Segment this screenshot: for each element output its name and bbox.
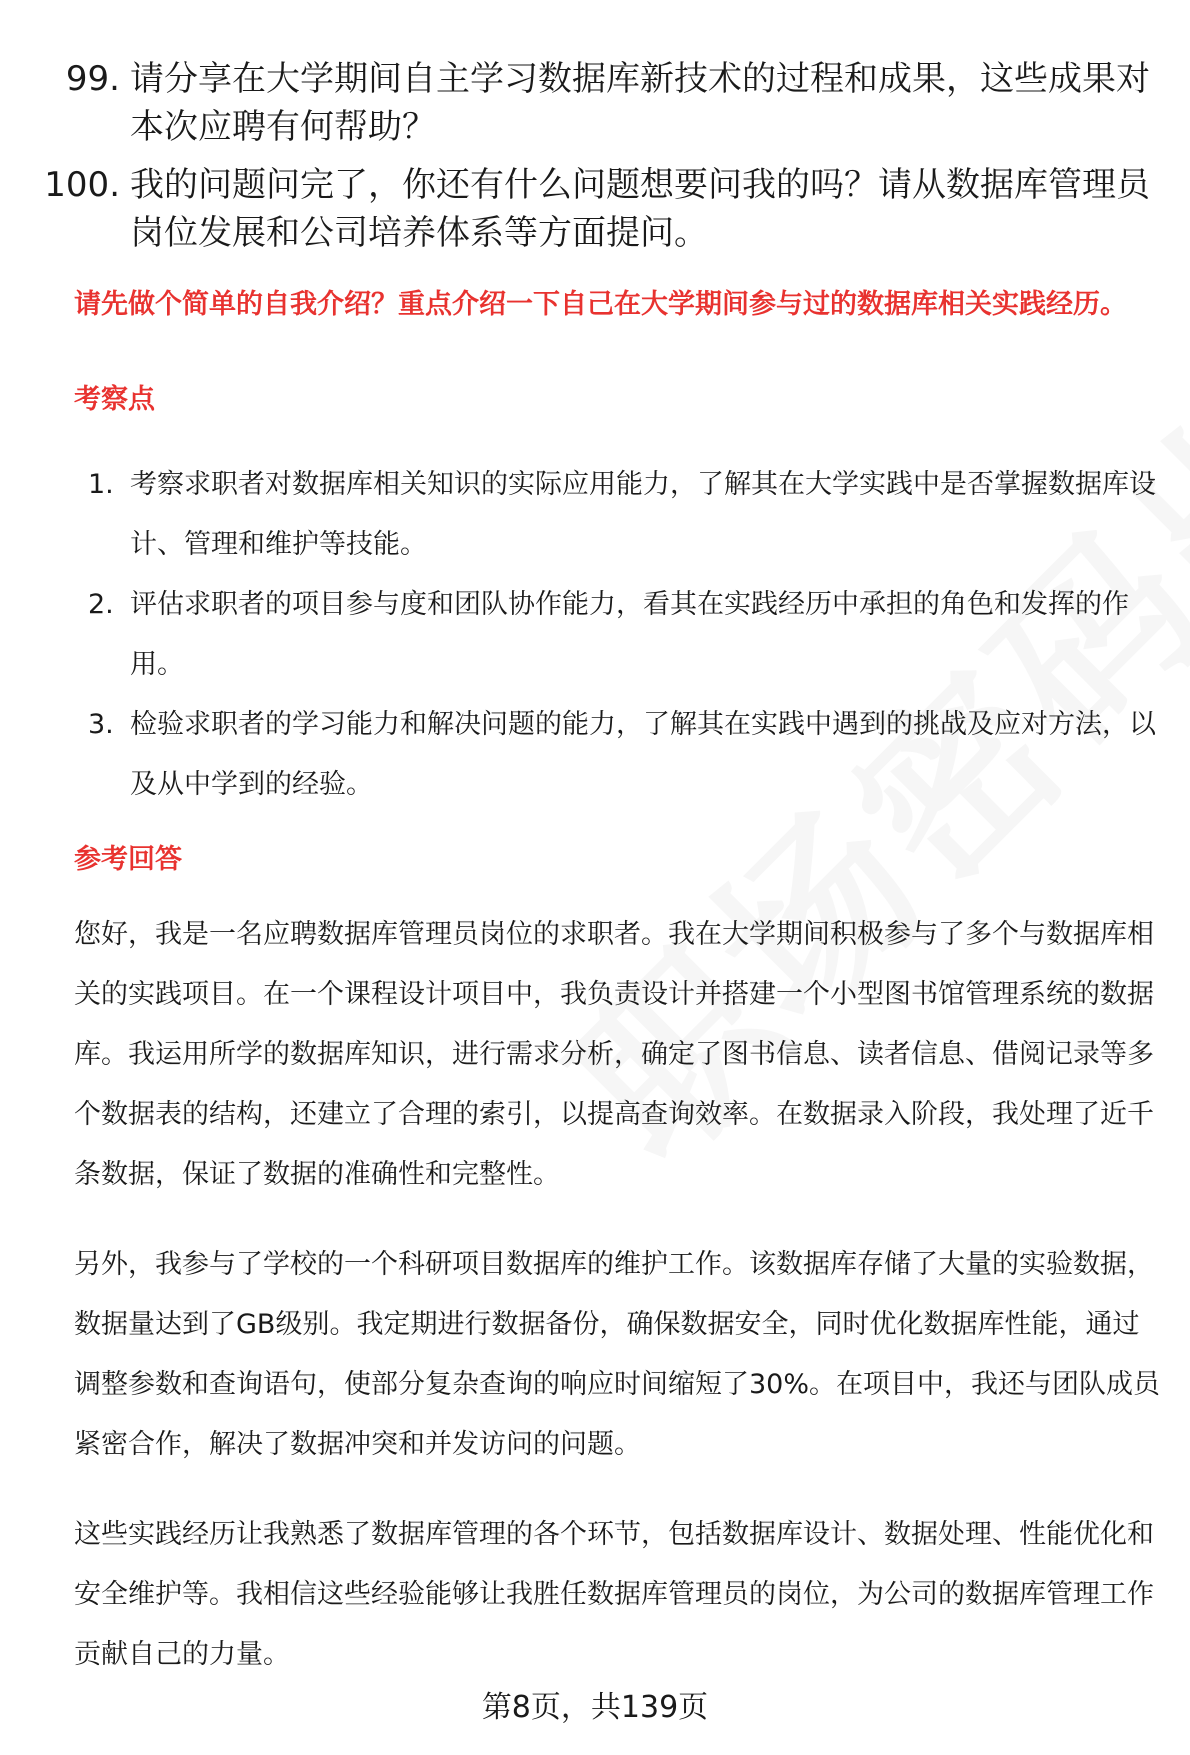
answer-paragraph-1: 您好，我是一名应聘数据库管理员岗位的求职者。我在大学期间积极参与了多个与数据库相关的实践项目。在一个课程设计项目中，我负责设计并搭建一个小型图书馆管理系统的数据库。我运用所学的数据库知识，进行需求分析，确定了图书信息、读者信息、借阅记录等多个数据表的结构，还建立了合理的索引，以提高查询效率。在数据录入阶段，我处理了近千条数据，保证了数据的准确性和完整性。 bbox=[74, 919, 1154, 1190]
question-100 bbox=[44, 161, 1160, 257]
answer-paragraph-2: 另外，我参与了学校的一个科研项目数据库的维护工作。该数据库存储了大量的实验数据，数据量达到了GB级别。我定期进行数据备份，确保数据安全，同时优化数据库性能，通过调整参数和查询语句，使部分复杂查询的响应时间缩短了30%。在项目中，我还与团队成员紧密合作，解决了数据冲突和并发访问的问题。 bbox=[74, 1249, 1161, 1460]
question-text: 请分享在大学期间自主学习数据库新技术的过程和成果，这些成果对本次应聘有何帮助？ bbox=[130, 59, 1150, 147]
question-99 bbox=[65, 55, 1160, 151]
kaocha-list bbox=[74, 455, 1164, 815]
main-question-heading: 请先做个简单的自我介绍？重点介绍一下自己在大学期间参与过的数据库相关实践经历。 bbox=[74, 289, 1127, 320]
list-index: 1. bbox=[88, 469, 114, 500]
list-item bbox=[74, 575, 1164, 695]
list-item bbox=[74, 455, 1164, 575]
page-footer: 第8页，共139页 bbox=[481, 1690, 709, 1725]
section-answer-heading: 参考回答 bbox=[74, 844, 182, 875]
list-index: 2. bbox=[88, 589, 114, 620]
list-item bbox=[74, 695, 1164, 815]
list-text: 评估求职者的项目参与度和团队协作能力，看其在实践经历中承担的角色和发挥的作用。 bbox=[130, 589, 1129, 680]
list-index: 3. bbox=[88, 709, 114, 740]
question-number: 99. bbox=[65, 59, 120, 99]
question-text: 我的问题问完了，你还有什么问题想要问我的吗？请从数据库管理员岗位发展和公司培养体系等方面提问。 bbox=[130, 165, 1150, 253]
list-text: 考察求职者对数据库相关知识的实际应用能力，了解其在大学实践中是否掌握数据库设计、管理和维护等技能。 bbox=[130, 469, 1156, 560]
list-text: 检验求职者的学习能力和解决问题的能力，了解其在实践中遇到的挑战及应对方法，以及从中学到的经验。 bbox=[130, 709, 1156, 800]
answer-paragraph-3: 这些实践经历让我熟悉了数据库管理的各个环节，包括数据库设计、数据处理、性能优化和安全维护等。我相信这些经验能够让我胜任数据库管理员的岗位，为公司的数据库管理工作贡献自己的力量。 bbox=[74, 1519, 1154, 1670]
section-kaocha-heading: 考察点 bbox=[74, 384, 155, 415]
question-number: 100. bbox=[44, 165, 120, 205]
